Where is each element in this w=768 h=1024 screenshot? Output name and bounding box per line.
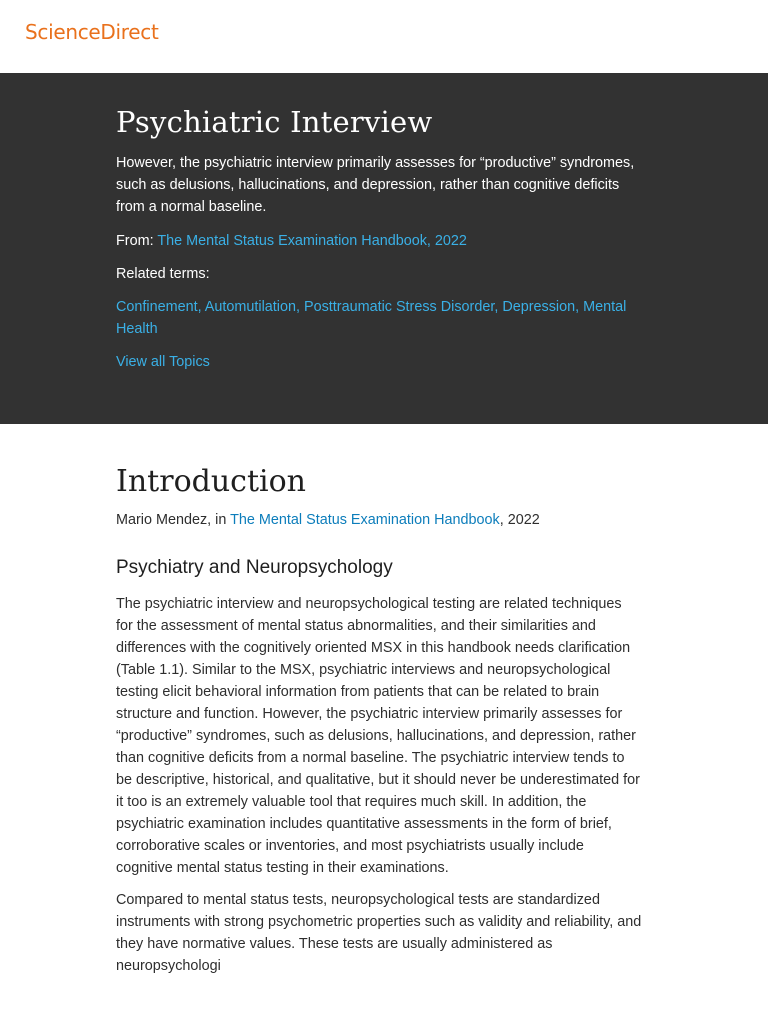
topic-title: Psychiatric Interview [116,105,433,139]
book-link[interactable]: The Mental Status Examination Handbook [230,512,500,528]
topic-source [116,230,646,252]
section-title: Introduction [116,464,306,499]
site-header [0,0,768,73]
paragraph-2: Compared to mental status tests, neuropsychological tests are standardized instruments with strong psychometric properties such as validity and reliability, and they have normative values. These tests are usually administered as neuropsychologi [116,892,642,974]
view-all-topics-link[interactable]: View all Topics [116,354,210,370]
view-all-topics [116,351,646,373]
article-content [0,424,768,977]
topic-definition: However, the psychiatric interview primarily assesses for “productive” syndromes, such as delusions, hallucinations, and depression, rather than cognitive deficits from a normal baseline. [116,155,635,215]
from-label: From: [116,233,154,249]
author-prefix: Mario Mendez, in [116,512,227,528]
topic-panel [0,73,768,424]
related-terms [116,296,646,340]
related-terms-label: Related terms: [116,266,210,282]
paragraph-1: The psychiatric interview and neuropsychological testing are related techniques for the assessment of mental status abnormalities, and their similarities and differences with the cognitively oriented MSX in this handbook needs clarification (Table 1.1). Similar to the MSX, psychiatric interviews and neuropsychological testing elicit behavioral information from patients that can be related to brain structure and function. However, the psychiatric interview primarily assesses for “productive” syndromes, such as delusions, hallucinations, and depression, rather than cognitive deficits from a normal baseline. The psychiatric interview tends to be descriptive, historical, and qualitative, but it should never be underestimated for it too is an extremely valuable tool that requires much skill. In addition, the psychiatric examination includes quantitative assessments in the form of brief, corroborative scales or inventories, and most psychiatrists usually include cognitive mental status testing in their examinations. [116,596,640,876]
source-book-link[interactable]: The Mental Status Examination Handbook, 2022 [157,233,467,249]
subsection-title: Psychiatry and Neuropsychology [116,557,393,578]
byline [116,509,768,531]
sciencedirect-logo[interactable]: ScienceDirect [25,20,159,44]
year-suffix: , 2022 [499,512,540,528]
related-terms-links[interactable]: Confinement, Automutilation, Posttraumatic Stress Disorder, Depression, Mental Health [116,299,627,337]
